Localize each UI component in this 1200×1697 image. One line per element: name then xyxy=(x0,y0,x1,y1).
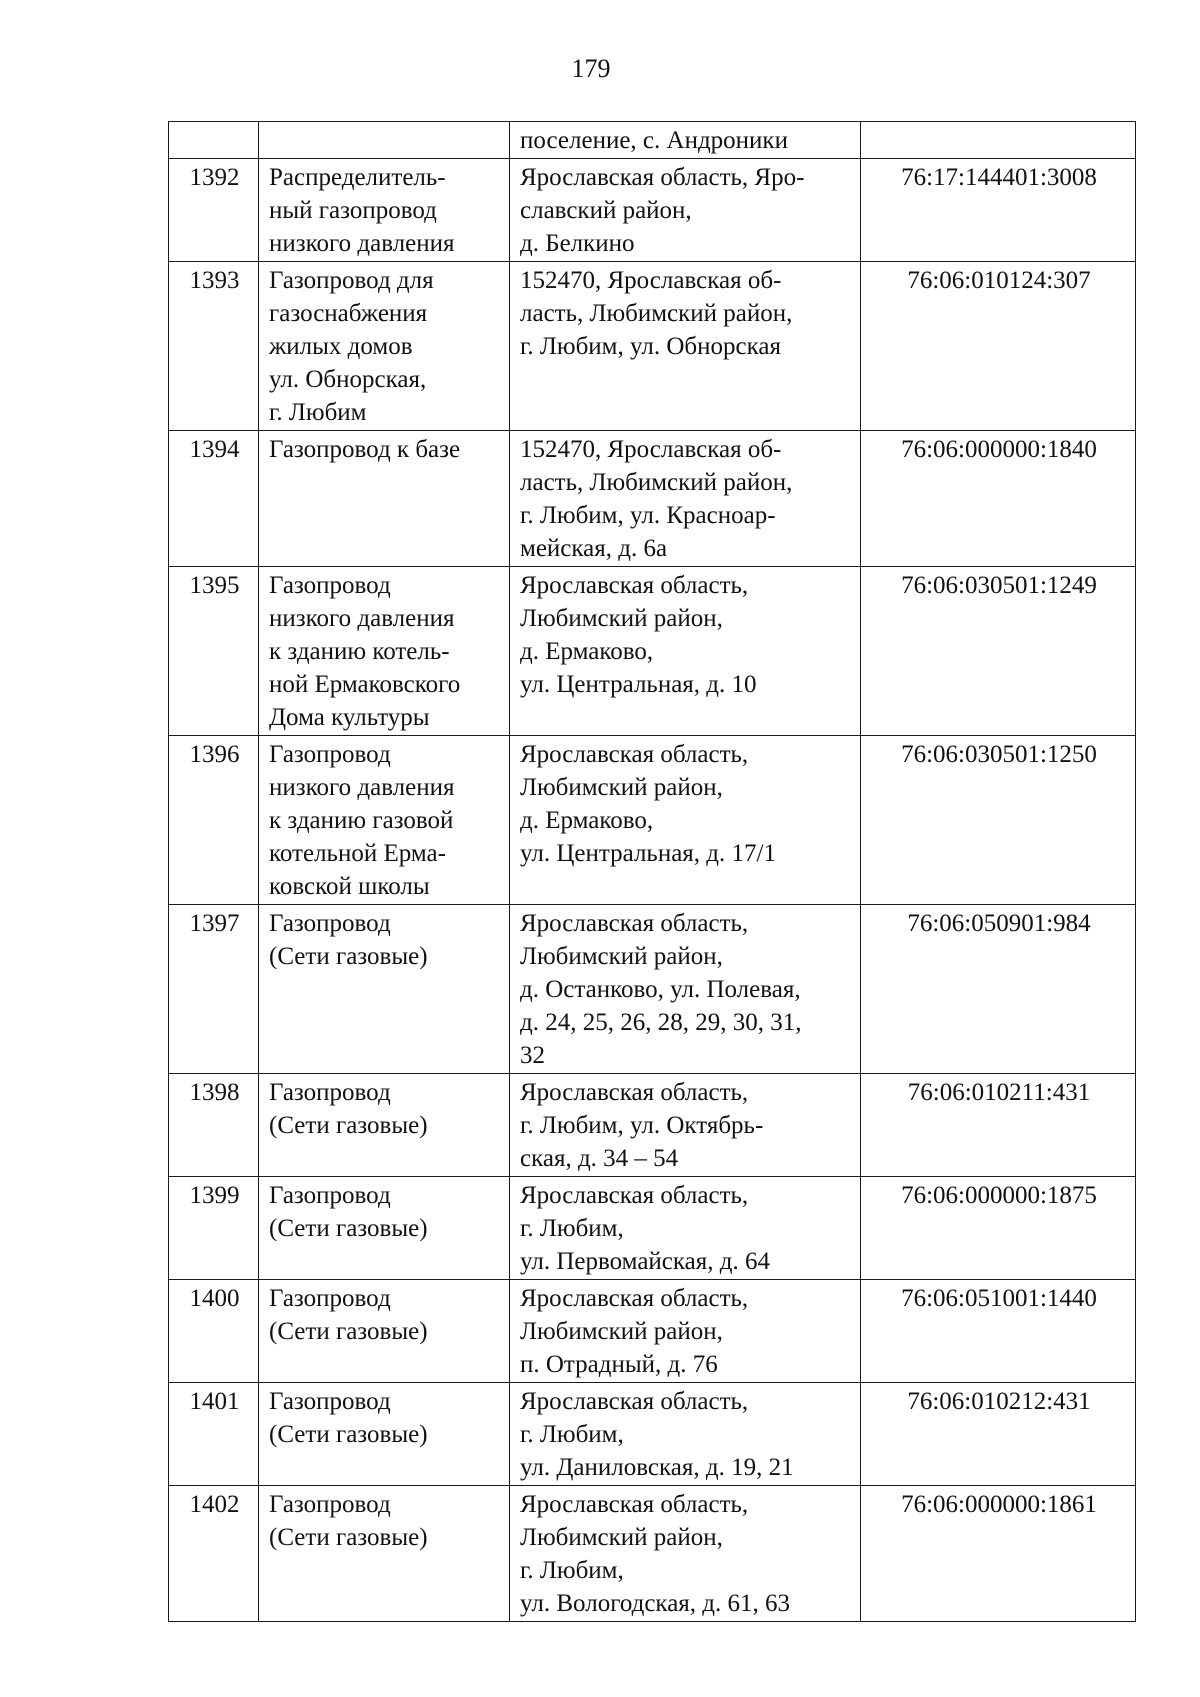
row-number-cell: 1396 xyxy=(169,736,259,905)
table-row xyxy=(169,905,1136,1074)
cadastral-number-cell: 76:06:030501:1249 xyxy=(861,567,1136,736)
table-row xyxy=(169,567,1136,736)
cadastral-number-cell: 76:17:144401:3008 xyxy=(861,159,1136,262)
address-cell: Ярославская область, г. Любим, ул. Первомайская, д. 64 xyxy=(510,1177,861,1280)
object-name-cell: Газопровод (Сети газовые) xyxy=(259,1074,510,1177)
table-row xyxy=(169,122,1136,159)
cadastral-number-cell: 76:06:051001:1440 xyxy=(861,1280,1136,1383)
address-cell: поселение, с. Андроники xyxy=(510,122,861,159)
cadastral-number-cell: 76:06:010212:431 xyxy=(861,1383,1136,1486)
row-number-cell xyxy=(169,122,259,159)
object-name-cell: Газопровод к базе xyxy=(259,431,510,567)
cadastral-number-cell: 76:06:030501:1250 xyxy=(861,736,1136,905)
table-row xyxy=(169,159,1136,262)
row-number-cell: 1392 xyxy=(169,159,259,262)
object-name-cell: Распределитель- ный газопровод низкого давления xyxy=(259,159,510,262)
table-row xyxy=(169,1074,1136,1177)
object-name-cell: Газопровод (Сети газовые) xyxy=(259,1383,510,1486)
address-cell: 152470, Ярославская об- ласть, Любимский район, г. Любим, ул. Красноар- мейская, д. 6а xyxy=(510,431,861,567)
cadastral-number-cell: 76:06:000000:1861 xyxy=(861,1486,1136,1622)
table-row xyxy=(169,1383,1136,1486)
row-number-cell: 1401 xyxy=(169,1383,259,1486)
row-number-cell: 1398 xyxy=(169,1074,259,1177)
row-number-cell: 1394 xyxy=(169,431,259,567)
object-name-cell: Газопровод (Сети газовые) xyxy=(259,1177,510,1280)
table-row xyxy=(169,431,1136,567)
object-name-cell xyxy=(259,122,510,159)
registry-table xyxy=(168,121,1136,1622)
address-cell: Ярославская область, Любимский район, п. Отрадный, д. 76 xyxy=(510,1280,861,1383)
cadastral-number-cell: 76:06:050901:984 xyxy=(861,905,1136,1074)
object-name-cell: Газопровод (Сети газовые) xyxy=(259,1280,510,1383)
row-number-cell: 1402 xyxy=(169,1486,259,1622)
table-row xyxy=(169,1177,1136,1280)
object-name-cell: Газопровод для газоснабжения жилых домов ул. Обнорская, г. Любим xyxy=(259,262,510,431)
address-cell: Ярославская область, г. Любим, ул. Октябрь- ская, д. 34 – 54 xyxy=(510,1074,861,1177)
table-row xyxy=(169,1486,1136,1622)
cadastral-number-cell: 76:06:010211:431 xyxy=(861,1074,1136,1177)
table-row xyxy=(169,1280,1136,1383)
row-number-cell: 1399 xyxy=(169,1177,259,1280)
row-number-cell: 1393 xyxy=(169,262,259,431)
cadastral-number-cell: 76:06:000000:1875 xyxy=(861,1177,1136,1280)
object-name-cell: Газопровод (Сети газовые) xyxy=(259,905,510,1074)
row-number-cell: 1397 xyxy=(169,905,259,1074)
page-number: 179 xyxy=(571,54,611,83)
table-row xyxy=(169,736,1136,905)
address-cell: Ярославская область, Любимский район, д. Ермаково, ул. Центральная, д. 10 xyxy=(510,567,861,736)
address-cell: Ярославская область, г. Любим, ул. Даниловская, д. 19, 21 xyxy=(510,1383,861,1486)
row-number-cell: 1395 xyxy=(169,567,259,736)
address-cell: Ярославская область, Яро- славский район, д. Белкино xyxy=(510,159,861,262)
cadastral-number-cell: 76:06:010124:307 xyxy=(861,262,1136,431)
cadastral-number-cell xyxy=(861,122,1136,159)
address-cell: Ярославская область, Любимский район, г. Любим, ул. Вологодская, д. 61, 63 xyxy=(510,1486,861,1622)
object-name-cell: Газопровод (Сети газовые) xyxy=(259,1486,510,1622)
table-row xyxy=(169,262,1136,431)
registry-table-body xyxy=(169,122,1136,1622)
address-cell: 152470, Ярославская об- ласть, Любимский район, г. Любим, ул. Обнорская xyxy=(510,262,861,431)
address-cell: Ярославская область, Любимский район, д. Ермаково, ул. Центральная, д. 17/1 xyxy=(510,736,861,905)
object-name-cell: Газопровод низкого давления к зданию газовой котельной Ерма- ковской школы xyxy=(259,736,510,905)
cadastral-number-cell: 76:06:000000:1840 xyxy=(861,431,1136,567)
address-cell: Ярославская область, Любимский район, д. Останково, ул. Полевая, д. 24, 25, 26, 28, 29, 30, 31, 32 xyxy=(510,905,861,1074)
object-name-cell: Газопровод низкого давления к зданию котель- ной Ермаковского Дома культуры xyxy=(259,567,510,736)
row-number-cell: 1400 xyxy=(169,1280,259,1383)
